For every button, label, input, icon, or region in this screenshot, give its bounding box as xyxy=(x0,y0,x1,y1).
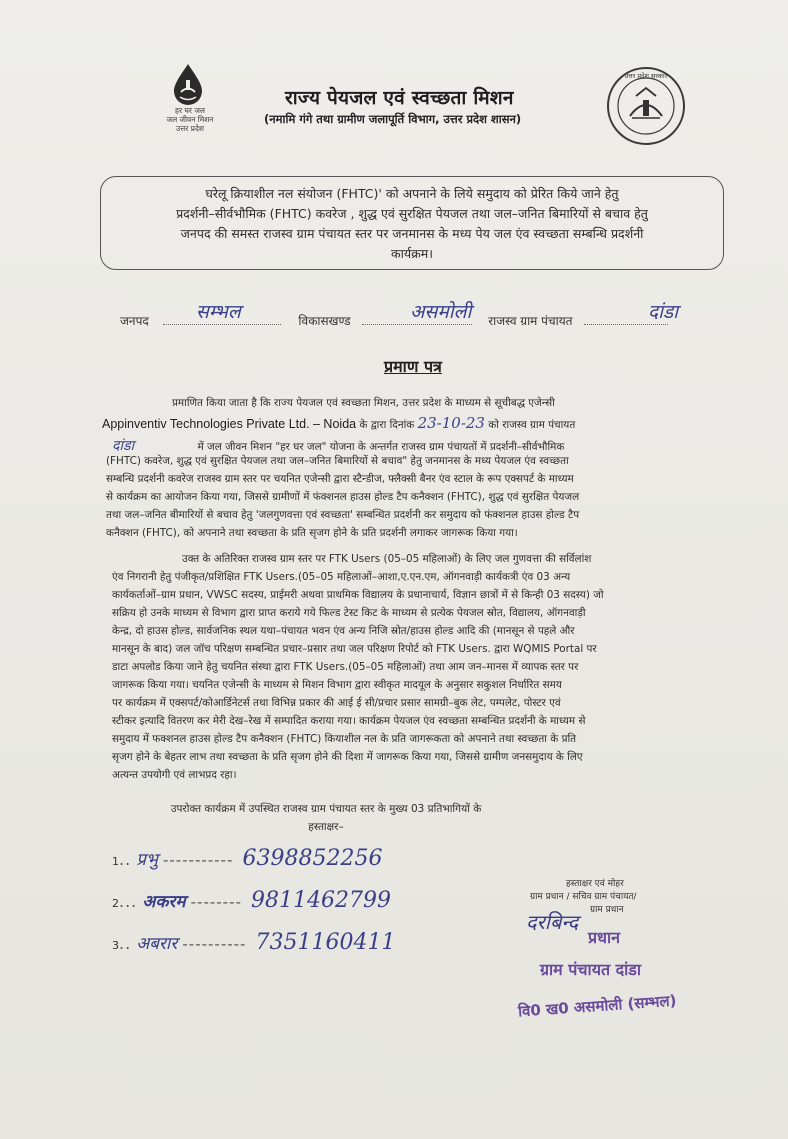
panchayat-handwritten: दांडा xyxy=(648,301,679,323)
pradhan-secretary-label: ग्राम प्रधान / सचिव ग्राम पंचायत/ xyxy=(530,892,637,902)
p2-line-3: कार्यकर्ताओं–ग्राम प्रधान, VWSC सदस्य, प्राईमरी अथवा प्राथमिक विद्यालय के प्रधानाचार्य, विज्ञान छात्रों में से किन्ही 03 सदस्य) जो xyxy=(112,589,604,601)
seal-text: उत्तर प्रदेश सरकार xyxy=(624,72,668,80)
participant-row: 1.. प्रभु ----------- 6398852256 xyxy=(112,846,383,871)
agency-name: Appinventiv Technologies Private Ltd. – Noida xyxy=(102,417,357,431)
p2-line-13: अत्यन्त उपयोगी एवं लाभप्रद रहा। xyxy=(112,769,237,781)
p1-line-8: कनैक्शन (FHTC), को अपनाने तथा स्वच्छता के प्रति सृजग होने के प्रति प्रदर्शनी लगाकर जागरूक किया गया। xyxy=(106,527,518,539)
panchayat-label: राजस्व ग्राम पंचायत xyxy=(488,314,573,328)
program-date-handwritten: 23-10-23 xyxy=(417,414,485,432)
participant-name: प्रभु xyxy=(136,850,158,870)
p2-line-6: मानसून के बाद) जल जॉच परिक्षण सम्बन्धित प्रचार–प्रसार तथा जल परिक्षण रिपोर्ट को FTK Users. द्वारा WQMIS Portal पर xyxy=(112,643,597,655)
participant-name: अकरम xyxy=(142,892,186,912)
participant-phone: 6398852256 xyxy=(242,846,383,871)
participant-phone: 7351160411 xyxy=(255,930,396,955)
p2-line-10: स्टीकर इत्यादि वितरण कर मेरी देख–रेख में सम्पादित कराया गया। कार्यक्रम पेयजल एंव स्वच्छता सम्बन्धित प्रदर्शनी के माध्यम से xyxy=(112,715,586,727)
p1-line-2 xyxy=(102,414,575,432)
district-handwritten: सम्भल xyxy=(196,301,241,323)
p2-line-1: उक्त के अतिरिक्त राजस्व ग्राम स्तर पर FTK Users (05–05 महिलाओं) के लिए जल गुणवत्ता की सर्विलांश xyxy=(182,553,592,565)
p1-line-5: सम्बन्धि प्रदर्शनी कवरेज राजस्व ग्राम स्तर पर चयनित एजेन्सी द्वारा स्टैन्डीज, फ्लैक्सी बैनर एंव स्टाल के रूप एक्सपर्ट के माध्यम xyxy=(106,473,574,485)
p1-line-3 xyxy=(112,436,564,455)
p2-line-8: जागरूक किया गया। चयनित एजेन्सी के माध्यम से मिशन विभाग द्वारा स्वीकृत मादयूल के अनुसार सकुशल निर्धारित समय xyxy=(112,679,562,691)
block-handwritten: असमोली xyxy=(410,301,472,323)
stamp-block: वि0 ख0 असमोली (सम्भल) xyxy=(517,991,678,1021)
district-label: जनपद xyxy=(120,314,149,328)
stamp-gram-panchayat: ग्राम पंचायत दांडा xyxy=(540,960,642,979)
participant-row: 3.. अबरार ---------- 7351160411 xyxy=(112,930,396,955)
participant-number: 2 xyxy=(112,897,119,910)
p1-line-1: प्रमाणित किया जाता है कि राज्य पेयजल एवं स्वच्छता मिशन, उत्तर प्रदेश के माध्यम से सूचीबद्ध एजेन्सी xyxy=(172,397,555,409)
intro-line-4: कार्यक्रम। xyxy=(391,246,433,261)
p1-line-6: से कार्यक्रम का आयोजन किया गया, जिससे ग्रामीणों में फंक्शनल हाउस होल्ड टैप कनैक्शन (FHTC), शुद्ध एवं सुरक्षित पेयजल xyxy=(106,491,580,503)
block-label: विकासखण्ड xyxy=(298,314,351,328)
p2-line-12: सृजग होने के बेहतर लाभ तथा स्वच्छता के प्रति सृजग होने की दिशा में जागरूक किया गया, जिससे ग्रामीण जनसमुदाय के लिए xyxy=(112,751,583,763)
mission-subtitle: (नमामि गंगे तथा ग्रामीण जलापूर्ति विभाग, उत्तर प्रदेश शासन) xyxy=(264,112,522,126)
water-drop-icon xyxy=(170,62,206,106)
p1-line-7: तथा जल–जनित बीमारियों से बचाव हेतु 'जलगुणवत्ता एवं स्वच्छता' सम्बन्धित प्रदर्शनी कर समुदाय को फंक्शनल हाउस होल्ड टैप xyxy=(106,509,580,521)
p2-line-9: पर कार्यक्रम में एक्सपर्ट/कोआर्डिनेटर्स तथा विभिन्न प्रकार की आई ई सी/प्रचार प्रसार सामग्री–बुक लेट, पम्पलेट, पोस्टर एवं xyxy=(112,697,561,709)
logo-tagline: हर घर जल जल जीवन मिशन उत्तर प्रदेश xyxy=(166,106,214,133)
stamp-pradhan: प्रधान xyxy=(588,928,620,947)
participant-number: 3 xyxy=(112,939,119,952)
signatures-intro xyxy=(116,802,536,834)
intro-line-3: जनपद की समस्त राजस्व ग्राम पंचायत स्तर पर जनमानस के मध्य पेय जल एंव स्वच्छता सम्बन्धि प्रदर्शनी xyxy=(180,226,644,241)
p1-panchayat-label: को राजस्व ग्राम पंचायत xyxy=(488,419,576,431)
p2-line-5: केन्द्र, दो हाउस होल्ड, सार्वजनिक स्थल यथा–पंचायत भवन एंव अन्य निजि स्रोत/हाउस होल्ड आदि की (मानसून से पहले और xyxy=(112,625,575,637)
p2-line-7: डाटा अपलोड किया जाने हेतु चयनित संस्था द्वारा FTK Users.(05–05 महिलाओं) तथा आम जन–मानस में व्यापक स्तर पर xyxy=(112,661,579,673)
participant-name: अबरार xyxy=(136,934,178,954)
participant-number: 1 xyxy=(112,855,119,868)
p1-line-4: (FHTC) कवरेज, शुद्ध एवं सुरक्षित पेयजल तथा जल–जनित बिमारियों से बचाव" हेतु जनमानस के मध्य पेयजल एंव स्वच्छता xyxy=(106,455,569,467)
pradhan-label: ग्राम प्रधान xyxy=(590,905,624,915)
participant-row: 2... अकरम -------- 9811462799 xyxy=(112,888,391,913)
p2-line-2: एंव निगरानी हेतु पंजीकृत/प्रशिक्षित FTK Users.(05–05 महिलाओं–आशा,ए.एन.एम, ऑगनवाड़ी कार्यकत्री एंव 03 अन्य xyxy=(112,571,571,583)
signatures-intro-line-2: हस्ताक्षर– xyxy=(308,821,344,833)
signature-seal-label: हस्ताक्षर एवं मोहर xyxy=(566,879,624,889)
p2-line-11: समुदाय में फक्शनल हाउस होल्ड टैप कनैक्शन (FHTC) कियाशील नल के प्रति जागरूकता को अपनाने तथा स्वच्छता के प्रति xyxy=(112,733,577,745)
jal-jeevan-mission-logo xyxy=(150,62,230,152)
intro-line-1: घरेलू क्रियाशील नल संयोजन (FHTC)' को अपनाने के लिये समुदाय को प्रेरित किये जाने हेतु xyxy=(205,186,619,201)
intro-line-2: प्रदर्शनी–सीर्वभौमिक (FHTC) कवरेज , शुद्ध एवं सुरक्षित पेयजल तथा जल–जनित बिमारियों से बचाव हेतु xyxy=(176,206,648,221)
p1-date-label: के द्वारा दिनांक xyxy=(359,419,415,431)
village-handwritten: दांडा xyxy=(112,438,135,454)
p2-line-4: सक्रिय हो उनके माध्यम से विभाग द्वारा प्राप्त कराये गये फिल्ड टेस्ट किट के माध्यम से प्रत्येक पेयजल स्रोत, विद्यालय, ऑगनवाड़ी xyxy=(112,607,586,619)
program-description-box xyxy=(100,176,724,270)
p1-line-3-text: में जल जीवन मिशन "हर घर जल" योजना के अन्तर्गत राजस्व ग्राम पंचायतों में प्रदर्शनी–सीर्वभौमिक xyxy=(197,441,565,453)
participant-phone: 9811462799 xyxy=(250,888,391,913)
pradhan-signature: दरबिन्द xyxy=(526,910,579,934)
signatures-intro-line-1: उपरोक्त कार्यक्रम में उपस्थित राजस्व ग्राम पंचायत स्तर के मुख्य 03 प्रतिभागियों के xyxy=(170,803,482,815)
up-government-seal-icon xyxy=(606,66,686,146)
mission-title: राज्य पेयजल एवं स्वच्छता मिशन xyxy=(285,87,514,109)
certificate-title: प्रमाण पत्र xyxy=(384,357,442,376)
